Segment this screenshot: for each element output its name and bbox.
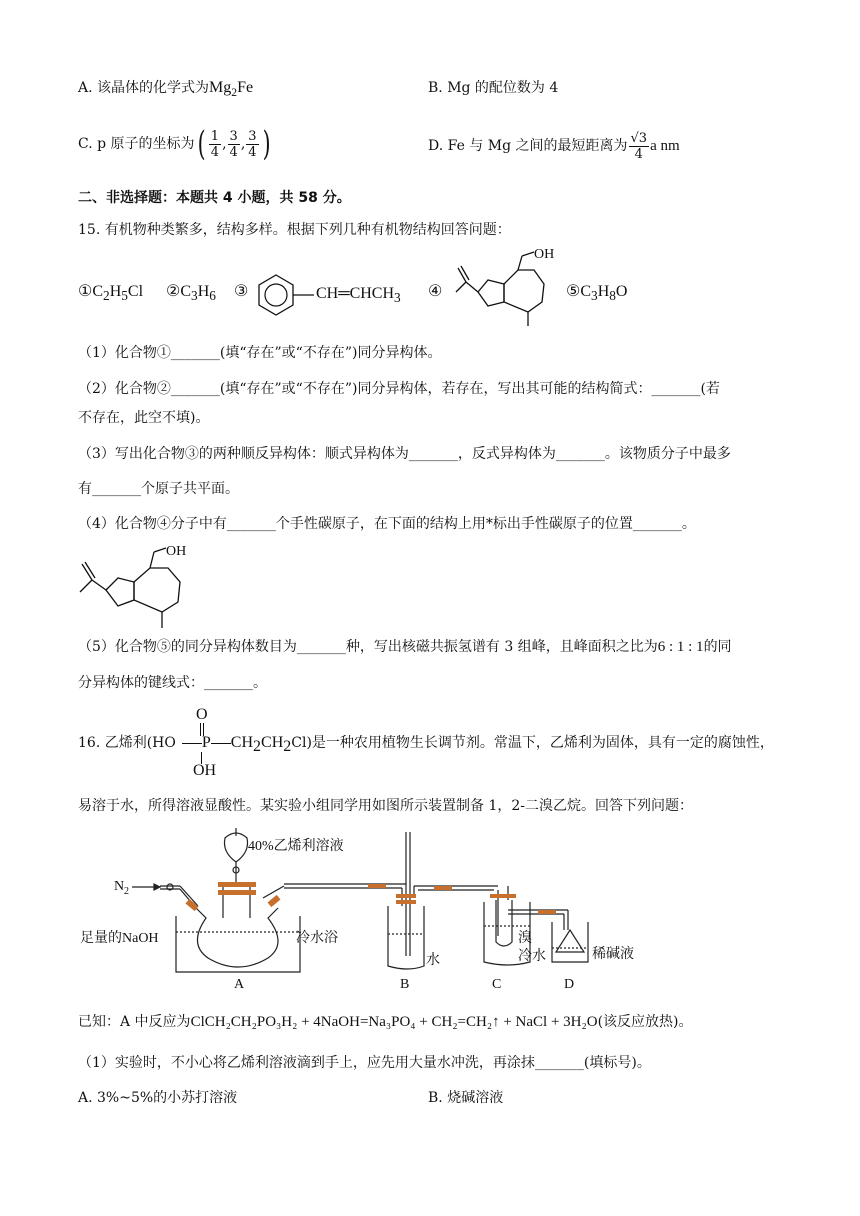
svg-text:OH: OH	[534, 247, 555, 262]
compound-1: $①C_2H_5Cl$	[78, 283, 144, 304]
option-d: D. Fe 与 Mg 之间的最短距离为 $\frac{√3}{4}$ a nm	[428, 130, 680, 162]
q16-stem: 16. 乙烯利(HO P $CH_2CH_2Cl$)是一种农用植物生长调节剂。常温下，乙烯利为固体，具有一定的腐蚀性，	[78, 734, 774, 755]
svg-text:D: D	[564, 977, 575, 992]
q16-line2: 易溶于水，所得溶液显酸性。某实验小组同学用如图所示装置制备 1，2-二溴乙烷。回答下列问题：	[78, 798, 693, 814]
option-b: B. Mg 的配位数为 4	[428, 80, 559, 96]
svg-text:稀碱液: 稀碱液	[592, 947, 634, 962]
svg-text:OH: OH	[166, 544, 187, 559]
q16-option-a: A. 3%~5%的小苏打溶液	[78, 1090, 238, 1106]
q15-stem: 15. 有机物种类繁多，结构多样。根据下列几种有机物结构回答问题：	[78, 222, 511, 238]
option-c: C. p 原子的坐标为( $\frac{1}{4}$ , $\frac{3}{4}$ , $\frac{3}{4}$ )	[78, 124, 271, 164]
compound-5: $⑤C_3H_8O$	[566, 283, 628, 304]
q16-o-atom: O	[196, 706, 208, 723]
benzene-ring	[254, 272, 314, 318]
compound-4-label: ④	[428, 283, 443, 300]
svg-text:溴: 溴	[518, 931, 532, 946]
svg-text:水: 水	[426, 953, 440, 968]
apparatus-diagram	[78, 826, 658, 996]
q15-part-4: （4）化合物④分子中有_______个手性碳原子，在下面的结构上用*标出手性碳原子的位置_______。	[78, 516, 696, 532]
svg-text:A: A	[234, 977, 245, 992]
q16-part-1: （1）实验时，不小心将乙烯利溶液滴到手上，应先用大量水冲洗，再涂抹_______(填标号)。	[78, 1055, 651, 1071]
q15-part-2a: （2）化合物②_______(填“存在”或“不存在”)同分异构体，若存在，写出其可能的结构简式：_______(若	[78, 381, 720, 397]
compound-2: $②C_3H_6$	[166, 283, 216, 304]
svg-text:冷水浴: 冷水浴	[296, 931, 338, 946]
compound-3-label: ③	[234, 283, 249, 300]
q15-part-2b: 不存在，此空不填)。	[78, 410, 210, 426]
svg-text:冷水: 冷水	[518, 949, 546, 964]
q15-part-3b: 有_______个原子共平面。	[78, 481, 239, 497]
svg-text:N: N	[114, 879, 125, 894]
q15-part-1: （1）化合物①_______(填“存在”或“不存在”)同分异构体。	[78, 345, 442, 361]
q16-option-b: B. 烧碱溶液	[428, 1090, 504, 1106]
compound-4-structure-copy	[72, 540, 202, 632]
q16-known: 已知：A 中反应为ClCH₂CH₂PO₃H₂ + 4NaOH=Na₃PO₄ + CH₂=CH₂↑ + NaCl + 3H₂O(该反应放热)。	[78, 1014, 693, 1030]
compound-3-chain: $CH═CHCH_3$	[316, 285, 401, 306]
q15-part-5b: 分异构体的键线式：_______。	[78, 675, 267, 691]
svg-text:B: B	[400, 977, 410, 992]
section-title: 二、非选择题：本题共 4 小题，共 58 分。	[78, 190, 351, 206]
q15-part-5a: （5）化合物⑤的同分异构体数目为_______种，写出核磁共振氢谱有 3 组峰，且峰面积之比为6 : 1 : 1的同	[78, 639, 732, 655]
svg-text:40%乙烯利溶液: 40%乙烯利溶液	[248, 839, 344, 854]
svg-text:2: 2	[124, 886, 129, 897]
svg-text:足量的NaOH: 足量的NaOH	[80, 931, 159, 946]
q16-oh-atom: OH	[193, 762, 217, 779]
compound-4-structure	[448, 246, 558, 332]
q15-part-3a: （3）写出化合物③的两种顺反异构体：顺式异构体为_______，反式异构体为_______。该物质分子中最多	[78, 446, 731, 462]
option-a: A. 该晶体的化学式为$Mg_2Fe$	[78, 79, 254, 99]
svg-text:C: C	[492, 977, 502, 992]
